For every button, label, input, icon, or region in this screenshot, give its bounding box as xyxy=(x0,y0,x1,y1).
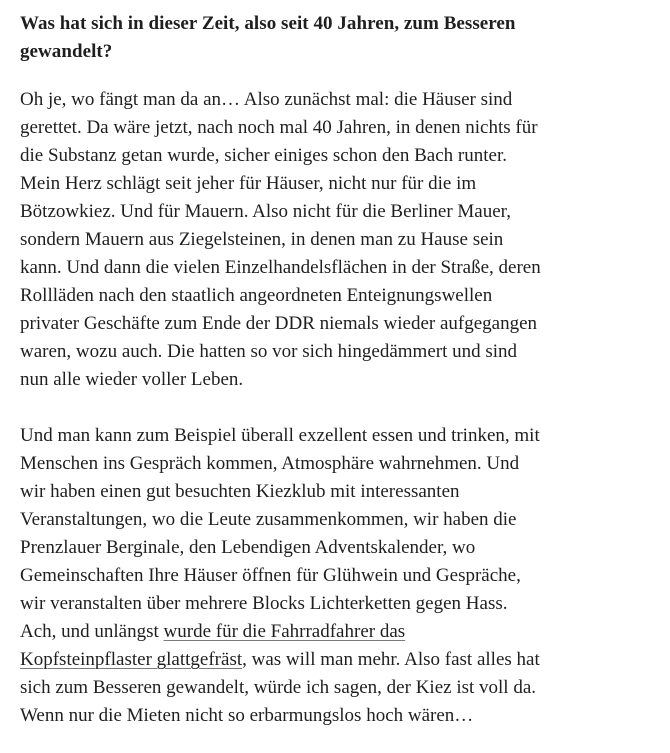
text-line: sich zum Besseren gewandelt, würde ich sagen, der Kiez ist voll da. xyxy=(20,677,537,698)
article-link-line-1[interactable]: wurde für die Fahrradfahrer das xyxy=(163,621,406,642)
text-line: Prenzlauer Berginale, den Lebendigen Adventskalender, wo xyxy=(20,537,476,558)
article-link-line-2[interactable]: Kopfsteinpflaster glattgefräst xyxy=(20,649,243,670)
text-line: Rollläden nach den staatlich angeordneten Enteignungswellen xyxy=(20,285,493,306)
interview-question xyxy=(20,10,650,66)
text-segment: Ach, und unlängst xyxy=(20,621,164,642)
answer-paragraph-2 xyxy=(20,422,650,730)
text-line: wir haben einen gut besuchten Kiezklub mit interessanten xyxy=(20,481,460,502)
text-line: sondern Mauern aus Ziegelsteinen, in denen man zu Hause sein xyxy=(20,229,504,250)
text-line: Gemeinschaften Ihre Häuser öffnen für Glühwein und Gespräche, xyxy=(20,565,521,586)
question-line: Was hat sich in dieser Zeit, also seit 40 Jahren, zum Besseren xyxy=(20,13,516,34)
text-line: die Substanz getan wurde, sicher einiges schon den Bach runter. xyxy=(20,145,507,166)
text-line: wir veranstalten über mehrere Blocks Lichterketten gegen Hass. xyxy=(20,593,508,614)
text-line: gerettet. Da wäre jetzt, nach noch mal 40 Jahren, in denen nichts für xyxy=(20,117,538,138)
text-line: Oh je, wo fängt man da an… Also zunächst mal: die Häuser sind xyxy=(20,89,513,110)
text-line: kann. Und dann die vielen Einzelhandelsflächen in der Straße, deren xyxy=(20,257,541,278)
text-line: Mein Herz schlägt seit jeher für Häuser, nicht nur für die im xyxy=(20,173,477,194)
text-line-with-link xyxy=(20,646,650,674)
question-line: gewandelt? xyxy=(20,41,113,62)
answer-paragraph-1 xyxy=(20,86,650,394)
text-line: waren, wozu auch. Die hatten so vor sich hingedämmert und sind xyxy=(20,341,518,362)
text-line: Veranstaltungen, wo die Leute zusammenkommen, wir haben die xyxy=(20,509,517,530)
text-line-with-link xyxy=(20,618,650,646)
text-line: nun alle wieder voller Leben. xyxy=(20,369,244,390)
text-segment: , was will man mehr. Also fast alles hat xyxy=(242,649,540,670)
text-line: Und man kann zum Beispiel überall exzellent essen und trinken, mit xyxy=(20,425,540,446)
text-line: Wenn nur die Mieten nicht so erbarmungslos hoch wären… xyxy=(20,705,474,726)
text-line: Menschen ins Gespräch kommen, Atmosphäre wahrnehmen. Und xyxy=(20,453,520,474)
text-line: Bötzowkiez. Und für Mauern. Also nicht für die Berliner Mauer, xyxy=(20,201,511,222)
text-line: privater Geschäfte zum Ende der DDR niemals wieder aufgegangen xyxy=(20,313,538,334)
